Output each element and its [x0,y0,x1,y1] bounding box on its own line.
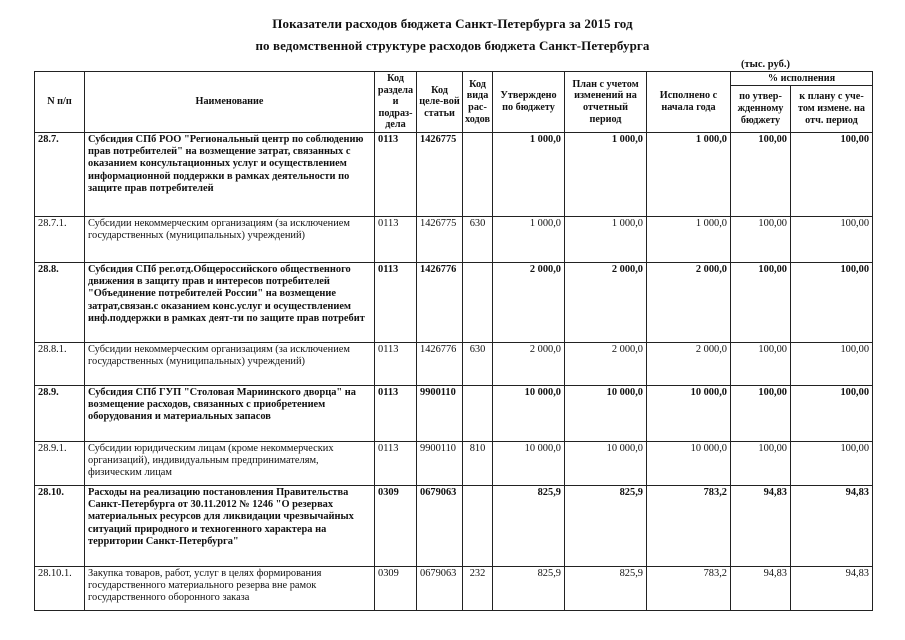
cell-tsel: 0679063 [417,566,463,610]
report-subtitle: по ведомственной структуре расходов бюджета Санкт-Петербурга [255,38,650,53]
cell-np: 28.10.1. [35,566,85,610]
cell-vid: 630 [463,342,493,385]
cell-vid [463,485,493,566]
cell-pct-plan: 100,00 [791,216,873,262]
cell-razdel: 0113 [375,385,417,441]
cell-utv: 10 000,0 [493,385,565,441]
header-pct-utv: по утвер-жденному бюджету [731,85,791,132]
table-row [35,385,873,441]
cell-isp: 1 000,0 [647,132,731,216]
cell-pct-utv: 94,83 [731,485,791,566]
header-pct-plan: к плану с уче-том измене. на отч. период [791,85,873,132]
cell-razdel: 0113 [375,342,417,385]
cell-tsel: 0679063 [417,485,463,566]
cell-plan: 1 000,0 [565,216,647,262]
cell-razdel: 0113 [375,216,417,262]
cell-isp: 1 000,0 [647,216,731,262]
cell-name: Субсидии некоммерческим организациям (за исключением государственных (муниципальных) учреждений) [85,342,375,385]
cell-pct-plan: 100,00 [791,441,873,485]
cell-plan: 1 000,0 [565,132,647,216]
cell-name: Субсидии юридическим лицам (кроме некоммерческих организаций), индивидуальным предпринимателям, физическим лицам [85,441,375,485]
cell-vid: 232 [463,566,493,610]
cell-pct-plan: 100,00 [791,385,873,441]
header-np: N п/п [35,72,85,133]
cell-name: Субсидия СПб РОО "Региональный центр по соблюдению прав потребителей" на возмещение затрат, связанных с оказанием консультационных услуг и осуществлением информационной поддержки в рамках деятельности по защите прав потребителей [85,132,375,216]
cell-tsel: 9900110 [417,441,463,485]
table-row [35,132,873,216]
table-row [35,342,873,385]
cell-isp: 2 000,0 [647,342,731,385]
header-tsel: Код целе-вой статьи [417,72,463,133]
cell-pct-utv: 100,00 [731,342,791,385]
cell-utv: 2 000,0 [493,262,565,342]
cell-plan: 2 000,0 [565,262,647,342]
cell-isp: 10 000,0 [647,441,731,485]
cell-isp: 2 000,0 [647,262,731,342]
cell-utv: 1 000,0 [493,216,565,262]
cell-np: 28.10. [35,485,85,566]
cell-razdel: 0309 [375,566,417,610]
cell-pct-utv: 100,00 [731,216,791,262]
cell-isp: 783,2 [647,566,731,610]
table-row [35,262,873,342]
cell-utv: 825,9 [493,485,565,566]
cell-pct-utv: 94,83 [731,566,791,610]
cell-name: Расходы на реализацию постановления Правительства Санкт-Петербурга от 30.11.2012 № 1246 "О резервах материальных ресурсов для ликвидации чрезвычайных ситуаций природного и техногенного характера на территории Санкт-Петербурга" [85,485,375,566]
header-razdel: Код раздела и подраз-дела [375,72,417,133]
cell-plan: 10 000,0 [565,385,647,441]
cell-razdel: 0113 [375,441,417,485]
cell-tsel: 1426776 [417,262,463,342]
cell-isp: 783,2 [647,485,731,566]
cell-tsel: 1426775 [417,216,463,262]
cell-vid [463,385,493,441]
units-label: (тыс. руб.) [741,59,790,70]
header-utv: Утверждено по бюджету [493,72,565,133]
cell-utv: 10 000,0 [493,441,565,485]
header-isp: Исполнено с начала года [647,72,731,133]
table-row [35,216,873,262]
cell-np: 28.7. [35,132,85,216]
cell-vid: 630 [463,216,493,262]
cell-pct-plan: 94,83 [791,566,873,610]
budget-table [34,71,873,611]
header-plan: План с учетом изменений на отчетный период [565,72,647,133]
table-row [35,485,873,566]
cell-name: Субсидии некоммерческим организациям (за исключением государственных (муниципальных) учреждений) [85,216,375,262]
cell-pct-plan: 100,00 [791,262,873,342]
cell-razdel: 0113 [375,262,417,342]
report-title: Показатели расходов бюджета Санкт-Петербурга за 2015 год [272,16,633,31]
cell-pct-utv: 100,00 [731,385,791,441]
cell-np: 28.7.1. [35,216,85,262]
cell-np: 28.8.1. [35,342,85,385]
cell-pct-plan: 94,83 [791,485,873,566]
cell-pct-utv: 100,00 [731,262,791,342]
header-pct-group: % исполнения [731,72,873,86]
cell-pct-utv: 100,00 [731,132,791,216]
cell-tsel: 9900110 [417,385,463,441]
cell-pct-plan: 100,00 [791,132,873,216]
cell-razdel: 0309 [375,485,417,566]
cell-vid [463,132,493,216]
cell-tsel: 1426775 [417,132,463,216]
cell-np: 28.9. [35,385,85,441]
cell-plan: 825,9 [565,566,647,610]
cell-utv: 825,9 [493,566,565,610]
cell-np: 28.9.1. [35,441,85,485]
table-row [35,566,873,610]
cell-isp: 10 000,0 [647,385,731,441]
cell-razdel: 0113 [375,132,417,216]
cell-tsel: 1426776 [417,342,463,385]
cell-name: Субсидия СПб рег.отд.Общероссийского общественного движения в защиту прав и интересов потребителей "Объединение потребителей России" на возмещение затрат,связан.с оказанием конс.услуг и осуществлением инф.поддержки в рамках деят-ти по защите прав потребит [85,262,375,342]
cell-vid [463,262,493,342]
cell-plan: 825,9 [565,485,647,566]
cell-name: Субсидия СПб ГУП "Столовая Мариинского дворца" на возмещение расходов, связанных с приобретением оборудования и материальных запасов [85,385,375,441]
cell-np: 28.8. [35,262,85,342]
cell-utv: 1 000,0 [493,132,565,216]
cell-pct-utv: 100,00 [731,441,791,485]
cell-name: Закупка товаров, работ, услуг в целях формирования государственного материального резерва вне рамок государственного оборонного заказа [85,566,375,610]
cell-utv: 2 000,0 [493,342,565,385]
cell-pct-plan: 100,00 [791,342,873,385]
cell-plan: 10 000,0 [565,441,647,485]
cell-vid: 810 [463,441,493,485]
cell-plan: 2 000,0 [565,342,647,385]
table-row [35,441,873,485]
header-name: Наименование [85,72,375,133]
header-vid: Код вида рас-ходов [463,72,493,133]
